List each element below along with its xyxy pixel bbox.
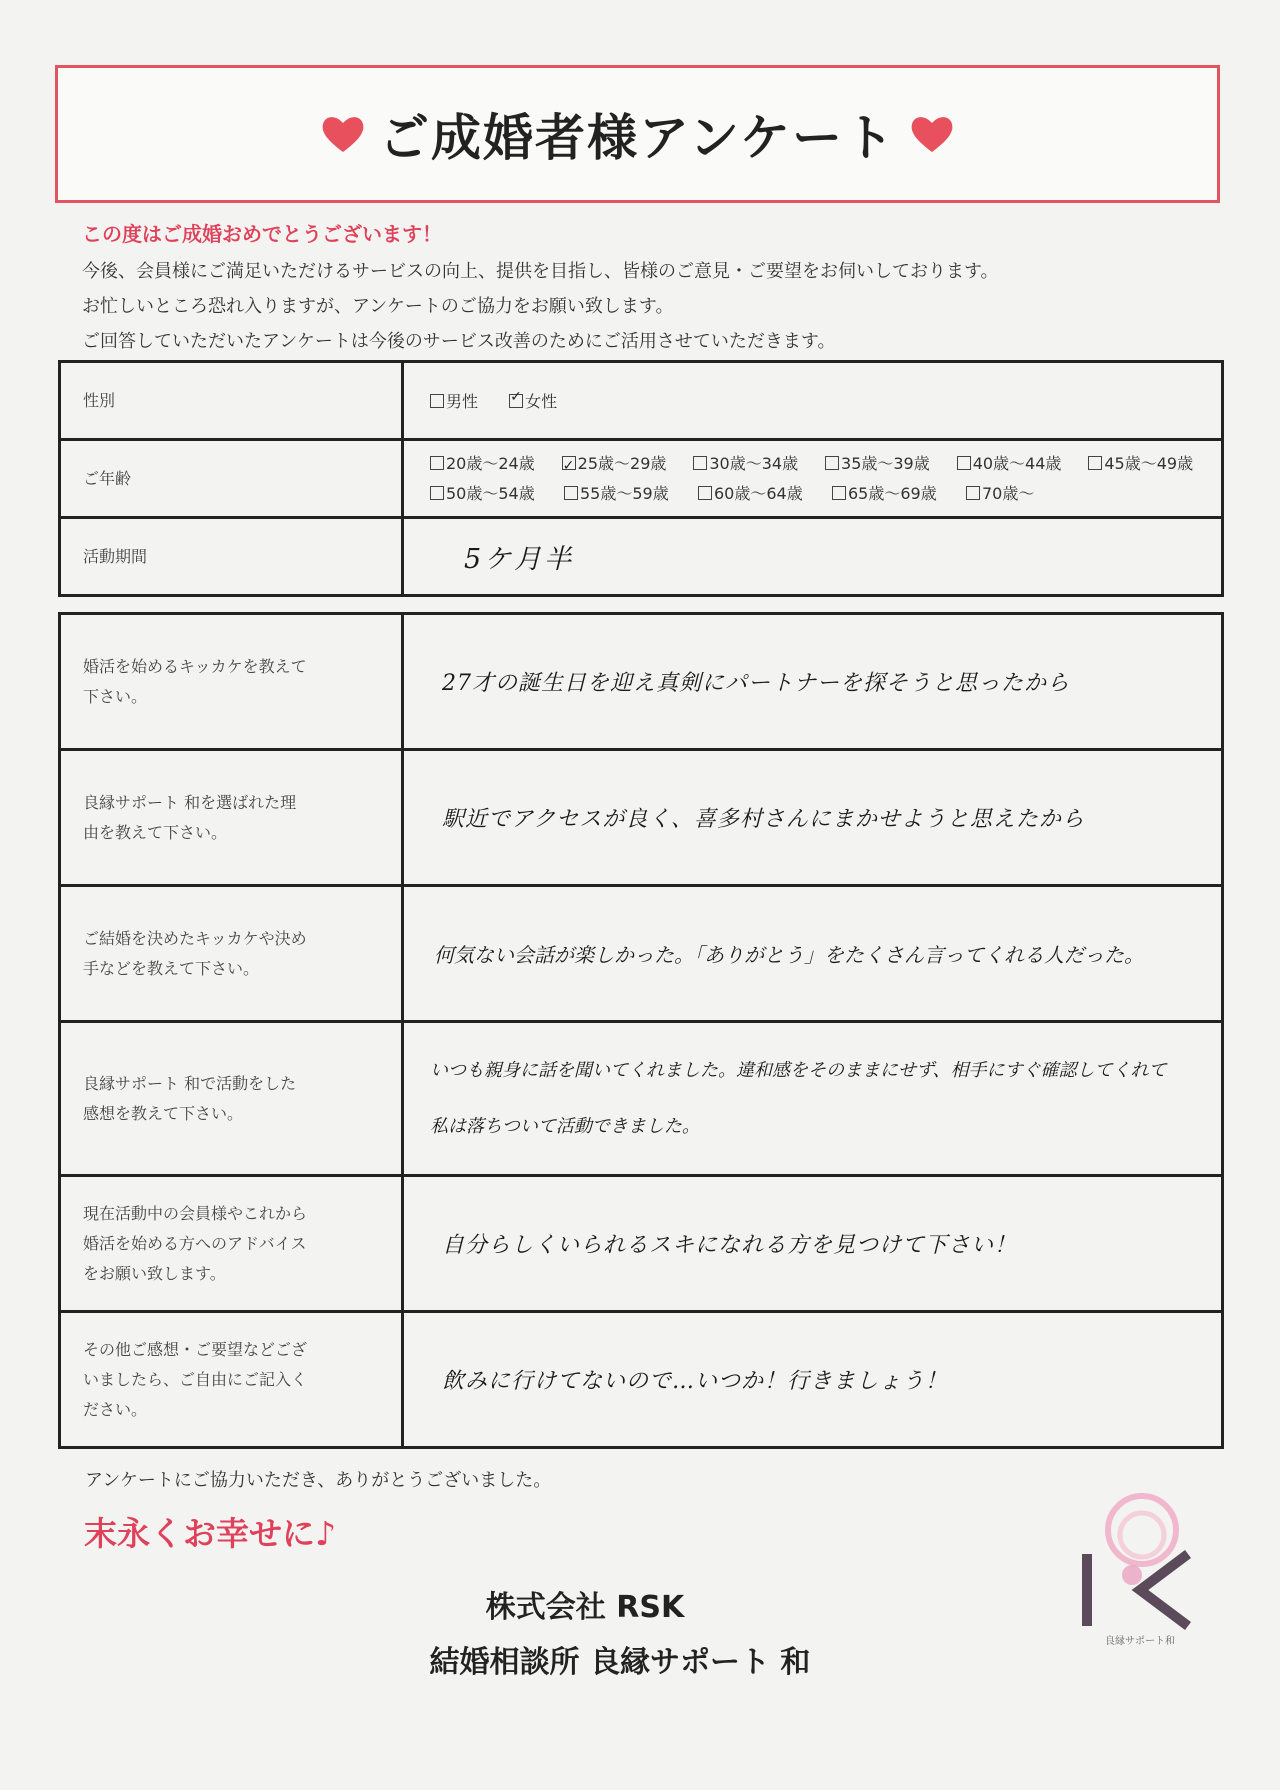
answer-text: 何気ない会話が楽しかった。「ありがとう」をたくさん言ってくれる人だった。	[434, 943, 1144, 967]
age-option[interactable]: 45歳～49歳	[1088, 449, 1220, 479]
checkbox[interactable]	[430, 456, 444, 470]
age-option[interactable]: 60歳～64歳	[698, 479, 832, 509]
checkbox[interactable]	[430, 486, 444, 500]
question-label: 現在活動中の会員様やこれから 婚活を始める方へのアドバイス をお願い致します。	[60, 1176, 403, 1312]
intro-line: お忙しいところ恐れ入りますが、アンケートのご協力をお願い致します。	[82, 296, 674, 317]
congrats-text: この度はご成婚おめでとうございます！	[82, 222, 442, 246]
gender-label: 性別	[60, 362, 403, 440]
gender-option-female[interactable]: ✓ 女性	[509, 392, 557, 411]
answer-text: 私は落ちついて活動できました。	[430, 1115, 700, 1137]
checkbox[interactable]	[957, 456, 971, 470]
gender-option-male[interactable]: 男性	[430, 392, 478, 411]
period-row	[60, 518, 1223, 596]
brand-logo	[1070, 1480, 1200, 1650]
age-label: ご年齢	[60, 440, 403, 518]
age-option[interactable]: 30歳～34歳	[693, 449, 825, 479]
answer-cell	[403, 886, 1223, 1022]
answer-text: 自分らしくいられるスキになれる方を見つけて下さい！	[442, 1233, 1018, 1258]
title-banner	[55, 65, 1220, 203]
checkbox[interactable]	[832, 486, 846, 500]
question-row	[60, 614, 1223, 750]
company-name: 株式会社 RSK	[485, 1590, 685, 1625]
age-option[interactable]: 70歳～	[966, 479, 1100, 509]
profile-table	[58, 360, 1224, 597]
checkbox[interactable]	[430, 394, 444, 408]
wish-text: 末永くお幸せに♪	[84, 1514, 337, 1553]
question-label: ご結婚を決めたキッカケや決め 手などを教えて下さい。	[60, 886, 403, 1022]
office-name: 結婚相談所 良縁サポート 和	[429, 1645, 811, 1680]
questions-table	[58, 612, 1224, 1449]
svg-text:良縁サポート和: 良縁サポート和	[1105, 1636, 1175, 1647]
age-option[interactable]: ✓ 25歳～29歳	[562, 449, 694, 479]
answer-text: 飲みに行けてないので…いつか！行きましょう！	[442, 1369, 949, 1394]
period-label: 活動期間	[60, 518, 403, 596]
age-option[interactable]: 55歳～59歳	[564, 479, 698, 509]
period-answer-cell	[403, 518, 1223, 596]
question-label: 良縁サポート 和を選ばれた理 由を教えて下さい。	[60, 750, 403, 886]
intro-line: 今後、会員様にご満足いただけるサービスの向上、提供を目指し、皆様のご意見・ご要望をお伺いしております。	[82, 261, 999, 282]
thanks-text: アンケートにご協力いただき、ありがとうございました。	[85, 1470, 552, 1491]
answer-text: いつも親身に話を聞いてくれました。違和感をそのままにせず、相手にすぐ確認してくれて	[430, 1059, 1167, 1081]
age-options	[403, 440, 1223, 518]
checkbox[interactable]	[966, 486, 980, 500]
intro-paragraph	[82, 254, 999, 359]
question-label: その他ご感想・ご要望などござ いましたら、ご自由にご記入く ださい。	[60, 1312, 403, 1448]
checkbox[interactable]	[698, 486, 712, 500]
question-row	[60, 1176, 1223, 1312]
age-option[interactable]: 65歳～69歳	[832, 479, 966, 509]
answer-cell	[403, 750, 1223, 886]
heart-icon	[910, 114, 954, 154]
answer-text: 駅近でアクセスが良く、喜多村さんにまかせようと思えたから	[442, 807, 1085, 832]
intro-line: ご回答していただいたアンケートは今後のサービス改善のためにご活用させていただきます。	[82, 331, 836, 352]
question-row	[60, 1022, 1223, 1176]
age-option[interactable]: 50歳～54歳	[430, 479, 564, 509]
answer-text: 27才の誕生日を迎え真剣にパートナーを探そうと思ったから	[442, 671, 1070, 696]
answer-cell	[403, 614, 1223, 750]
heart-icon	[321, 114, 365, 154]
age-option[interactable]: 40歳～44歳	[957, 449, 1089, 479]
age-row	[60, 440, 1223, 518]
age-option[interactable]: 35歳～39歳	[825, 449, 957, 479]
question-row	[60, 1312, 1223, 1448]
page-title: ご成婚者様アンケート	[379, 109, 896, 167]
answer-cell	[403, 1312, 1223, 1448]
gender-row	[60, 362, 1223, 440]
checkbox[interactable]	[564, 486, 578, 500]
question-row	[60, 750, 1223, 886]
checkbox[interactable]	[825, 456, 839, 470]
checkbox-checked[interactable]	[562, 456, 576, 470]
question-label: 良縁サポート 和で活動をした 感想を教えて下さい。	[60, 1022, 403, 1176]
checkbox-checked[interactable]	[509, 394, 523, 408]
gender-options	[403, 362, 1223, 440]
answer-cell	[403, 1176, 1223, 1312]
question-label: 婚活を始めるキッカケを教えて 下さい。	[60, 614, 403, 750]
checkbox[interactable]	[1088, 456, 1102, 470]
period-answer: 5ケ月半	[464, 544, 575, 575]
age-option[interactable]: 20歳～24歳	[430, 449, 562, 479]
answer-cell	[403, 1022, 1223, 1176]
checkbox[interactable]	[693, 456, 707, 470]
question-row	[60, 886, 1223, 1022]
